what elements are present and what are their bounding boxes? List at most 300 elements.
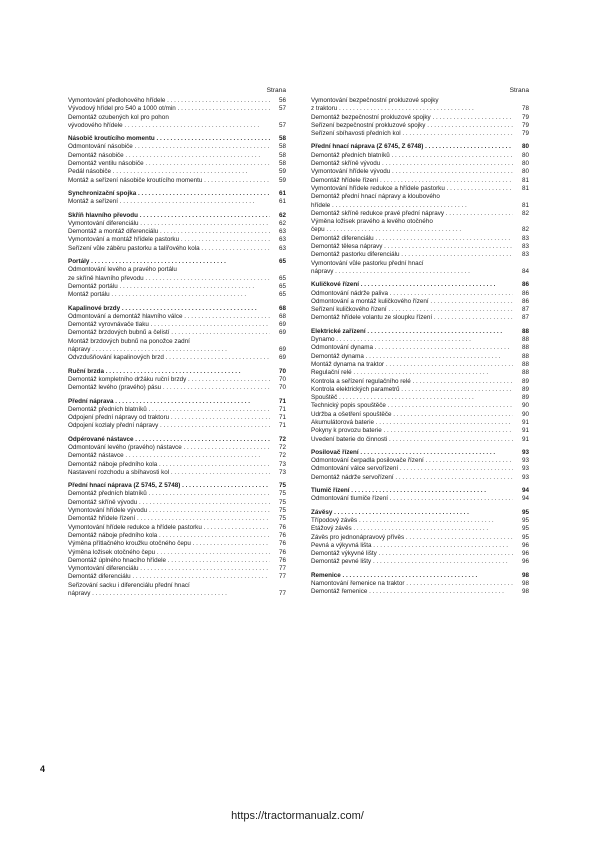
- toc-entry[interactable]: [311, 427, 529, 435]
- toc-entry[interactable]: [68, 422, 286, 430]
- toc-entry-page: 75: [270, 499, 286, 507]
- toc-entry-title: Vývodový hřídel pro 540 a 1000 ot/min . . .: [68, 105, 286, 113]
- toc-entry[interactable]: [311, 344, 529, 352]
- toc-entry-title: Odpojení přední nápravy od traktoru . . .: [68, 414, 286, 422]
- toc-entry-title: Demontáž hřídele řízení . . .: [311, 177, 515, 185]
- toc-entry[interactable]: [68, 354, 286, 362]
- toc-entry-title: Odmontování nádrže paliva . . .: [311, 290, 524, 298]
- toc-entry[interactable]: [68, 532, 286, 540]
- toc-entry-title: Etážový závěs . . .: [311, 525, 488, 533]
- toc-entry[interactable]: [311, 185, 529, 193]
- toc-entry-page: 88: [513, 369, 529, 377]
- toc-entry[interactable]: [311, 558, 529, 566]
- toc-entry[interactable]: [311, 243, 529, 251]
- toc-entry[interactable]: [311, 105, 529, 113]
- toc-entry[interactable]: [311, 251, 529, 259]
- toc-entry[interactable]: [311, 474, 529, 482]
- toc-entry-page: 95: [513, 517, 529, 525]
- toc-entry-title: Přední náprava . . .: [68, 398, 250, 406]
- toc-entry[interactable]: [311, 290, 529, 298]
- toc-entry[interactable]: [311, 465, 529, 473]
- toc-entry-page: 80: [513, 160, 529, 168]
- toc-entry[interactable]: [68, 97, 286, 105]
- toc-entry-page: 88: [513, 328, 529, 336]
- toc-entry-page: 93: [513, 457, 529, 465]
- toc-entry-title: Demontáž předních blatníků . . .: [68, 490, 283, 498]
- toc-entry-page: 79: [513, 114, 529, 122]
- toc-entry-page: 76: [270, 532, 286, 540]
- toc-entry-page: 76: [270, 549, 286, 557]
- toc-entry-page: 88: [513, 336, 529, 344]
- toc-entry-page: 80: [513, 152, 529, 160]
- toc-entry-page: 69: [270, 321, 286, 329]
- toc-entry[interactable]: [311, 97, 529, 105]
- toc-entry-page: 73: [270, 461, 286, 469]
- toc-entry-title: Montáž brzdových bubnů na ponožce zadní: [68, 337, 190, 345]
- toc-entry-page: 65: [270, 291, 286, 299]
- toc-entry-title: Údržba a ošetření spouštěče . . .: [311, 411, 528, 419]
- toc-entry-title: Demontáž pevné lišty . . .: [311, 558, 508, 566]
- toc-entry[interactable]: [311, 542, 529, 550]
- toc-entry-page: 63: [270, 236, 286, 244]
- toc-entry-title: Dynamo . . .: [311, 336, 471, 344]
- toc-entry-title: Odmontování a demontáž hlavního válce . . .: [68, 313, 286, 321]
- toc-entry[interactable]: [311, 268, 529, 276]
- toc-entry-page: 90: [513, 402, 529, 410]
- toc-entry-title: Demontáž a montáž diferenciálu . . .: [68, 228, 286, 236]
- toc-section-heading[interactable]: [68, 305, 286, 313]
- toc-entry-title: Výměna ložisek otočného čepu . . .: [68, 549, 286, 557]
- toc-entry-title: nápravy . . .: [68, 346, 227, 354]
- toc-entry-title: Nastavení rozchodu a sbíhavosti kol . . .: [68, 469, 286, 477]
- toc-entry-title: Technický popis spouštěče . . .: [311, 402, 522, 410]
- toc-entry-title: Odmontování válce servořízení . . .: [311, 465, 529, 473]
- toc-entry-page: 76: [270, 540, 286, 548]
- toc-entry-title: Demontáž skříně vývodu . . .: [311, 160, 517, 168]
- toc-entry-page: 84: [513, 268, 529, 276]
- toc-entry-title: nápravy . . .: [68, 590, 227, 598]
- toc-entry-title: Demontáž vyrovnávače tlaku . . .: [68, 321, 285, 329]
- toc-entry-title: Demontáž nástavce . . .: [68, 452, 260, 460]
- column-header: Strana: [509, 87, 529, 94]
- toc-entry-page: 70: [270, 368, 286, 376]
- toc-entry-title: Demontáž levého (pravého) pásu . . .: [68, 384, 286, 392]
- toc-entry-title: Regulační relé . . .: [311, 369, 488, 377]
- toc-entry[interactable]: [68, 469, 286, 477]
- toc-entry[interactable]: [311, 210, 529, 218]
- toc-entry[interactable]: [311, 202, 529, 210]
- toc-entry-title: Kuličkové řízení . . .: [311, 281, 495, 289]
- toc-entry[interactable]: [311, 298, 529, 306]
- toc-entry-title: Seřízení bezpečnostní prokluzové spojky . . .: [311, 122, 529, 130]
- toc-entry-page: 72: [270, 452, 286, 460]
- toc-entry-page: 80: [513, 168, 529, 176]
- toc-entry-title: Demontáž skříně vývodu . . .: [68, 499, 274, 507]
- toc-entry-page: 56: [270, 97, 286, 105]
- toc-entry-title: nápravy . . .: [311, 268, 470, 276]
- toc-section-heading[interactable]: [68, 398, 286, 406]
- toc-entry-title: Odmontování levého (pravého) nástavce . . .: [68, 444, 286, 452]
- toc-entry-page: 57: [270, 122, 286, 130]
- toc-entry[interactable]: [68, 152, 286, 160]
- toc-entry-title: Demontáž násobiče . . .: [68, 152, 260, 160]
- toc-entry-title: Seřízení sbíhavosti předních kol . . .: [311, 130, 529, 138]
- toc-entry-page: 78: [513, 105, 529, 113]
- toc-entry[interactable]: [311, 457, 529, 465]
- toc-entry[interactable]: [68, 245, 286, 253]
- toc-entry-title: Vymontování hřídele redukce a hřídele pastorku . . .: [68, 524, 286, 532]
- toc-entry-page: 96: [513, 558, 529, 566]
- toc-entry-page: 86: [513, 298, 529, 306]
- toc-entry-page: 88: [513, 344, 529, 352]
- toc-section-heading[interactable]: [68, 436, 286, 444]
- toc-entry[interactable]: [311, 419, 529, 427]
- toc-entry-page: 59: [270, 168, 286, 176]
- toc-entry-title: Odmontování čerpadla posilovače řízení . . .: [311, 457, 529, 465]
- toc-entry[interactable]: [68, 444, 286, 452]
- toc-entry-page: 79: [513, 122, 529, 130]
- toc-section-heading[interactable]: [68, 258, 286, 266]
- toc-entry-page: 71: [270, 414, 286, 422]
- toc-entry-page: 65: [270, 283, 286, 291]
- toc-entry-title: Uvedení baterie do činnosti . . .: [311, 436, 524, 444]
- toc-entry-title: Demontáž kompletního držáku ruční brzdy . . .: [68, 376, 286, 384]
- toc-entry[interactable]: [68, 291, 286, 299]
- toc-entry[interactable]: [311, 130, 529, 138]
- toc-entry[interactable]: [311, 306, 529, 314]
- toc-section-heading[interactable]: [311, 487, 529, 495]
- toc-entry-page: 93: [513, 465, 529, 473]
- toc-entry-title: Vymontování diferenciálu . . .: [68, 220, 275, 228]
- toc-entry[interactable]: [68, 228, 286, 236]
- toc-entry-title: Demontáž hřídele řízení . . .: [68, 515, 272, 523]
- toc-entry-title: Seřizování sacku i diferenciálu přední hnací: [68, 581, 190, 589]
- toc-entry-title: Elektrické zařízení . . .: [311, 328, 502, 336]
- toc-entry[interactable]: [68, 236, 286, 244]
- toc-entry-page: 77: [270, 565, 286, 573]
- toc-entry[interactable]: [311, 534, 529, 542]
- toc-entry-page: 87: [513, 306, 529, 314]
- toc-entry-page: 69: [270, 346, 286, 354]
- toc-entry-page: 93: [513, 474, 529, 482]
- toc-entry-title: Odpojení kozlaly přední nápravy . . .: [68, 422, 286, 430]
- toc-entry-title: Demontáž ventilu násobiče . . .: [68, 160, 280, 168]
- toc-entry-page: 75: [270, 507, 286, 515]
- toc-entry-title: Demontáž brzdových bubnů a čelistí . . .: [68, 329, 286, 337]
- toc-entry[interactable]: [311, 588, 529, 596]
- toc-entry-title: Odmontování násobiče . . .: [68, 143, 269, 151]
- toc-entry-page: 61: [270, 190, 286, 198]
- toc-entry-page: 95: [513, 534, 529, 542]
- toc-entry-page: 91: [513, 436, 529, 444]
- toc-entry[interactable]: [311, 411, 529, 419]
- toc-entry-page: 89: [513, 394, 529, 402]
- toc-entry-page: 83: [513, 251, 529, 259]
- toc-entry-page: 89: [513, 378, 529, 386]
- toc-entry-title: Pokyny k provozu baterie . . .: [311, 427, 518, 435]
- page-number: 4: [40, 764, 46, 774]
- toc-entry[interactable]: [68, 557, 286, 565]
- toc-entry[interactable]: [311, 235, 529, 243]
- toc-entry-page: 75: [270, 515, 286, 523]
- toc-entry-page: 96: [513, 542, 529, 550]
- toc-entry[interactable]: [311, 394, 529, 402]
- toc-entry[interactable]: [68, 283, 286, 291]
- toc-entry-page: 68: [270, 305, 286, 313]
- toc-entry-title: Násobič kroutícího momentu . . .: [68, 135, 286, 143]
- toc-entry-title: Posilovač řízení . . .: [311, 449, 495, 457]
- toc-entry[interactable]: [311, 122, 529, 130]
- toc-entry-page: 83: [513, 243, 529, 251]
- toc-entry[interactable]: [68, 321, 286, 329]
- toc-entry-page: 87: [513, 314, 529, 322]
- toc-entry-title: Demontáž portálu . . .: [68, 283, 254, 291]
- toc-entry[interactable]: [311, 517, 529, 525]
- toc-entry-title: Odpérované nástavce . . .: [68, 436, 270, 444]
- toc-entry[interactable]: [68, 573, 286, 581]
- toc-entry-page: 81: [513, 202, 529, 210]
- toc-entry-title: Demontáž pastorku diferenciálu . . .: [311, 251, 529, 259]
- toc-entry[interactable]: [68, 346, 286, 354]
- toc-entry[interactable]: [68, 549, 286, 557]
- toc-entry-title: Přední hnací náprava (Z 6745, Z 6748) . . .: [311, 143, 529, 151]
- toc-entry-title: Vymontování bezpečnostní prokluzové spojky: [311, 97, 439, 104]
- toc-entry[interactable]: [68, 414, 286, 422]
- column-header: Strana: [266, 87, 286, 94]
- toc-entry-page: 88: [513, 353, 529, 361]
- toc-entry-page: 62: [270, 212, 286, 220]
- toc-entry-page: 72: [270, 444, 286, 452]
- toc-entry-page: 65: [270, 275, 286, 283]
- toc-entry-page: 57: [270, 105, 286, 113]
- toc-entry[interactable]: [68, 540, 286, 548]
- toc-entry-title: Portály . . .: [68, 258, 226, 266]
- toc-entry[interactable]: [68, 266, 286, 274]
- toc-entry[interactable]: [68, 452, 286, 460]
- toc-entry-title: Odmontování levého a pravého portálu: [68, 266, 177, 274]
- toc-entry[interactable]: [68, 220, 286, 228]
- toc-entry[interactable]: [311, 495, 529, 503]
- toc-entry-title: Výměna přítlačného kroužku otočného čepu . . .: [68, 540, 286, 548]
- toc-entry-title: Montáž a seřízení . . .: [68, 198, 255, 206]
- toc-entry[interactable]: [311, 260, 529, 268]
- toc-entry-title: Demontáž tělesa nápravy . . .: [311, 243, 519, 251]
- toc-entry-title: Demontáž výkyvné lišty . . .: [311, 550, 513, 558]
- toc-entry[interactable]: [311, 402, 529, 410]
- toc-entry-page: 75: [270, 490, 286, 498]
- toc-entry-page: 72: [270, 436, 286, 444]
- toc-entry-page: 76: [270, 557, 286, 565]
- toc-entry-title: z traktoru . . .: [311, 105, 474, 113]
- toc-section-heading[interactable]: [68, 212, 286, 220]
- toc-entry-title: Přední hnací náprava (Z 5745, Z 5748) . . .: [68, 482, 286, 490]
- toc-entry-page: 58: [270, 160, 286, 168]
- toc-entry-page: 69: [270, 354, 286, 362]
- toc-entry-title: Výměna ložisek pravého a levého otočného: [311, 218, 433, 226]
- toc-entry-title: Montáž dynama na traktor . . .: [311, 361, 521, 369]
- toc-entry-page: 98: [513, 588, 529, 596]
- toc-entry-page: 70: [270, 384, 286, 392]
- toc-section-heading[interactable]: [68, 135, 286, 143]
- toc-entry-page: 77: [270, 590, 286, 598]
- toc-section-heading[interactable]: [311, 509, 529, 517]
- toc-entry-title: Akumulátorová baterie . . .: [311, 419, 510, 427]
- toc-entry-title: Demontáž bezpečnostní prokluzové spojky . . .: [311, 114, 529, 122]
- toc-entry-page: 83: [513, 235, 529, 243]
- toc-section-heading[interactable]: [311, 281, 529, 289]
- toc-entry[interactable]: [68, 376, 286, 384]
- toc-entry-page: 61: [270, 198, 286, 206]
- toc-entry[interactable]: [311, 525, 529, 533]
- toc-entry-page: 71: [270, 398, 286, 406]
- toc-entry[interactable]: [68, 275, 286, 283]
- toc-entry[interactable]: [311, 436, 529, 444]
- toc-entry-page: 86: [513, 290, 529, 298]
- toc-entry[interactable]: [68, 168, 286, 176]
- toc-entry-page: 82: [513, 210, 529, 218]
- toc-entry-title: Demontáž přední hnací nápravy a kloubového: [311, 193, 440, 201]
- toc-entry-page: 63: [270, 228, 286, 236]
- toc-entry-title: Demontáž náboje předního kola . . .: [68, 532, 286, 540]
- toc-entry-title: Odmontování a montáž kuličkového řízení . . .: [311, 298, 529, 306]
- toc-entry-title: Synchronizační spojka . . .: [68, 190, 273, 198]
- toc-entry-title: čepu . . .: [311, 226, 461, 234]
- toc-entry-title: Odmontování dynama . . .: [311, 344, 509, 352]
- toc-entry-title: Seřízení kuličkového řízení . . .: [311, 306, 523, 314]
- toc-entry-page: 58: [270, 152, 286, 160]
- toc-entry[interactable]: [68, 524, 286, 532]
- toc-entry[interactable]: [68, 499, 286, 507]
- toc-entry-page: 93: [513, 449, 529, 457]
- toc-entry[interactable]: [68, 114, 286, 122]
- toc-entry[interactable]: [68, 177, 286, 185]
- toc-entry-title: Spouštěč . . .: [311, 394, 474, 402]
- toc-entry[interactable]: [68, 490, 286, 498]
- toc-entry-title: Odvzdušňování kapalinových brzd . . .: [68, 354, 286, 362]
- toc-entry[interactable]: [311, 353, 529, 361]
- toc-entry-title: Vymontování diferenciálu . . .: [68, 565, 275, 573]
- toc-entry-title: Namontování řemenice na traktor . . .: [311, 580, 529, 588]
- toc-entry[interactable]: [311, 386, 529, 394]
- toc-entry[interactable]: [311, 218, 529, 226]
- toc-entry-title: Vymontování předlohového hřídele . . .: [68, 97, 286, 105]
- toc-entry-title: Řemenice . . .: [311, 572, 477, 580]
- toc-entry-title: Demontáž předních blatníků . . .: [68, 406, 283, 414]
- toc-entry[interactable]: [311, 226, 529, 234]
- toc-entry-title: hřídele . . .: [311, 202, 467, 210]
- toc-entry[interactable]: [68, 507, 286, 515]
- toc-entry[interactable]: [311, 177, 529, 185]
- toc-entry-title: Vymontování hřídele vývodu . . .: [68, 507, 284, 515]
- toc-entry-title: Demontáž diferenciálu . . .: [311, 235, 510, 243]
- toc-entry-page: 98: [513, 572, 529, 580]
- toc-entry-title: ze skříně hlavního převodu . . .: [68, 275, 280, 283]
- toc-entry[interactable]: [68, 590, 286, 598]
- toc-entry[interactable]: [68, 122, 286, 130]
- toc-entry[interactable]: [311, 361, 529, 369]
- toc-entry[interactable]: [311, 193, 529, 201]
- toc-entry[interactable]: [68, 198, 286, 206]
- toc-entry[interactable]: [311, 114, 529, 122]
- toc-entry-page: 80: [513, 143, 529, 151]
- toc-entry[interactable]: [68, 329, 286, 337]
- toc-entry-title: Závěsy . . .: [311, 509, 469, 517]
- toc-section-heading[interactable]: [311, 449, 529, 457]
- toc-entry-page: 68: [270, 313, 286, 321]
- toc-section-heading[interactable]: [68, 190, 286, 198]
- toc-entry-page: 82: [513, 226, 529, 234]
- toc-entry[interactable]: [311, 152, 529, 160]
- toc-section-heading[interactable]: [311, 143, 529, 151]
- toc-entry-title: Odmontování tlumiče řízení . . .: [311, 495, 524, 503]
- toc-entry-page: 91: [513, 427, 529, 435]
- toc-entry-page: 71: [270, 406, 286, 414]
- toc-entry-title: Pevná a výkyvná lišta . . .: [311, 542, 508, 550]
- toc-entry-title: Vymontování hřídele vývodu . . .: [311, 168, 527, 176]
- toc-entry-title: Demontáž náboje předního kola . . .: [68, 461, 286, 469]
- toc-entry-page: 81: [513, 185, 529, 193]
- toc-section-heading[interactable]: [68, 482, 286, 490]
- toc-section-heading[interactable]: [311, 572, 529, 580]
- toc-entry[interactable]: [68, 384, 286, 392]
- toc-entry-page: 63: [270, 245, 286, 253]
- toc-entry-page: 69: [270, 329, 286, 337]
- toc-entry-title: Demontáž dynama . . .: [311, 353, 500, 361]
- toc-entry-page: 79: [513, 130, 529, 138]
- toc-entry[interactable]: [311, 160, 529, 168]
- toc-entry-page: 95: [513, 509, 529, 517]
- toc-entry[interactable]: [68, 515, 286, 523]
- toc-entry[interactable]: [68, 313, 286, 321]
- toc-entry[interactable]: [311, 336, 529, 344]
- toc-entry-page: 76: [270, 524, 286, 532]
- toc-entry-title: Seřízení vůle záběru pastorku a talířového kola . . .: [68, 245, 286, 253]
- toc-entry[interactable]: [311, 378, 529, 386]
- toc-section-heading[interactable]: [68, 368, 286, 376]
- toc-entry[interactable]: [311, 580, 529, 588]
- toc-entry-title: Demontáž řemenice . . .: [311, 588, 504, 596]
- toc-entry-page: 58: [270, 135, 286, 143]
- toc-entry[interactable]: [311, 369, 529, 377]
- toc-section-heading[interactable]: [311, 328, 529, 336]
- toc-entry-page: 88: [513, 361, 529, 369]
- toc-entry-title: Montáž a seřízení násobiče kroutícího momentu . . .: [68, 177, 286, 185]
- toc-entry-page: 96: [513, 550, 529, 558]
- toc-entry[interactable]: [68, 406, 286, 414]
- toc-entry-title: vývodového hřídele . . .: [68, 122, 259, 130]
- toc-entry-title: Tlumič řízení . . .: [311, 487, 486, 495]
- toc-entry[interactable]: [68, 143, 286, 151]
- toc-entry[interactable]: [68, 338, 286, 346]
- toc-entry-title: Demontáž hřídele volantu ze sloupku řízení . . .: [311, 314, 529, 322]
- toc-entry-title: Demontáž skříně redukce pravé přední nápravy . . .: [311, 210, 529, 218]
- toc-entry[interactable]: [311, 550, 529, 558]
- toc-entry-title: Montáž portálu . . .: [68, 291, 246, 299]
- toc-entry[interactable]: [68, 105, 286, 113]
- footer-url[interactable]: https://tractormanualz.com/: [231, 810, 364, 822]
- toc-entry[interactable]: [311, 314, 529, 322]
- toc-entry-title: Závěs pro jednonápravový přívěs . . .: [311, 534, 529, 542]
- toc-entry[interactable]: [68, 160, 286, 168]
- toc-entry-title: Demontáž diferenciálu . . .: [68, 573, 267, 581]
- toc-entry[interactable]: [68, 461, 286, 469]
- toc-entry[interactable]: [311, 168, 529, 176]
- toc-entry[interactable]: [68, 565, 286, 573]
- toc-entry-title: Kontrola elektrických parametrů . . .: [311, 386, 529, 394]
- toc-entry-page: 98: [513, 580, 529, 588]
- toc-entry[interactable]: [68, 582, 286, 590]
- toc-entry-page: 58: [270, 143, 286, 151]
